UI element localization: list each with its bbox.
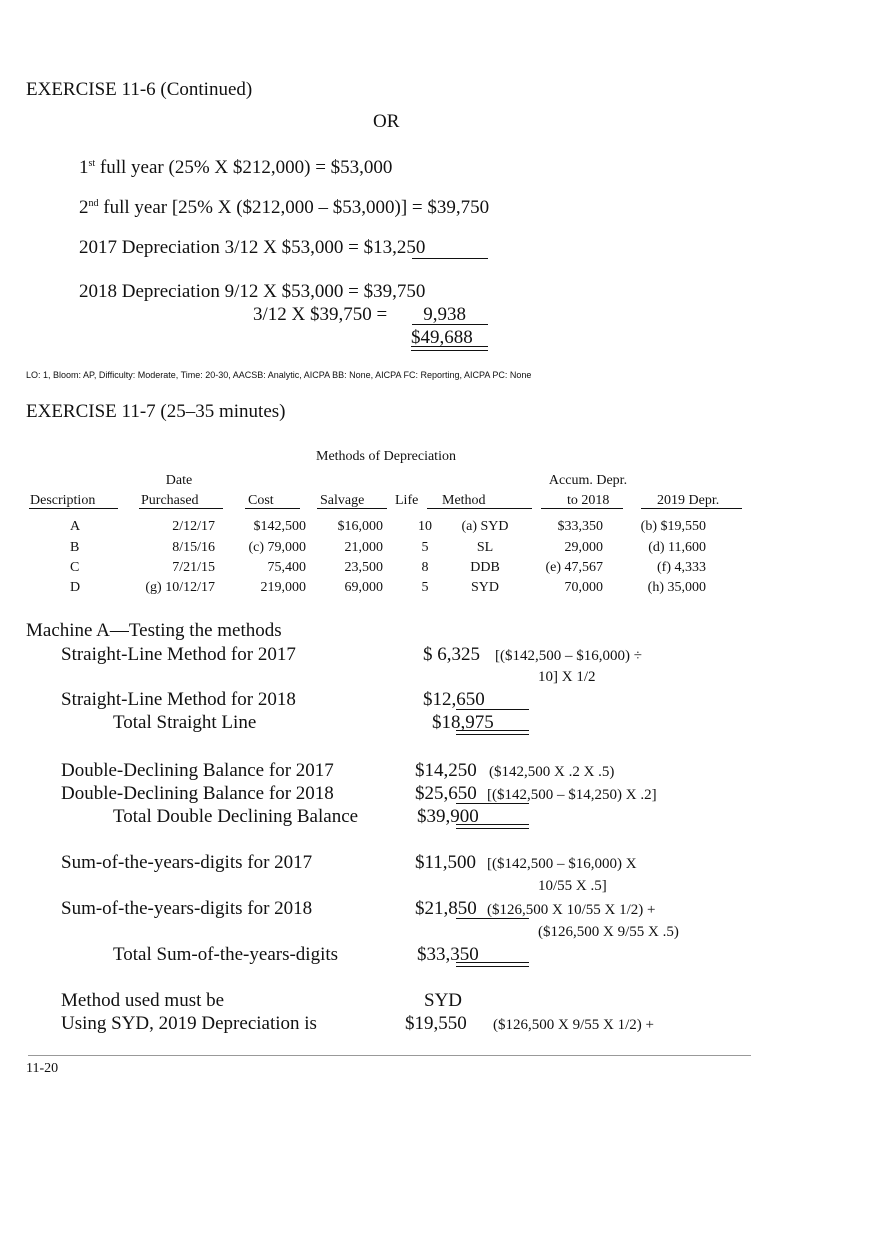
cell-2019-depr: (d) 11,600 [648,540,706,555]
header-purchased: Purchased [141,493,199,508]
cell-life: 10 [418,519,432,534]
underline [412,324,488,325]
cell-accum: 29,000 [564,540,603,555]
underline [412,258,488,259]
header-method: Method [442,493,486,508]
sl-2017-note-cont: 10] X 1/2 [538,669,596,685]
cell-method: SYD [470,580,499,595]
underline [245,508,300,509]
cell-accum: 70,000 [564,580,603,595]
cell-2019-depr: (b) $19,550 [640,519,706,534]
syd-2018-note-cont: ($126,500 X 9/55 X .5) [538,924,679,940]
cell-cost: (c) 79,000 [248,540,306,555]
ddb-2018-note: [($142,500 – $14,250) X .2] [487,787,657,803]
machine-a-heading: Machine A—Testing the methods [26,620,282,641]
header-accum: Accum. Depr. [548,473,628,488]
cell-salvage: 23,500 [344,560,383,575]
cell-life: 8 [421,560,429,575]
double-underline [456,962,529,967]
exercise-6-title: EXERCISE 11-6 (Continued) [26,79,253,100]
cell-date: 2/12/17 [172,519,215,534]
syd-2018-label: Sum-of-the-years-digits for 2018 [61,898,313,919]
underline [541,508,623,509]
header-cost: Cost [248,493,274,508]
double-underline [411,346,488,351]
underline [29,508,118,509]
underline [139,508,223,509]
cell-method: SL [476,540,494,555]
cell-method: (a) SYD [461,519,509,534]
cell-salvage: $16,000 [337,519,383,534]
cell-cost: 219,000 [260,580,306,595]
header-date: Date [165,473,193,488]
syd-total-label: Total Sum-of-the-years-digits [113,944,339,965]
page-number: 11-20 [26,1061,59,1076]
depreciation-2018-line: 2018 Depreciation 9/12 X $53,000 = $39,750 [79,281,426,302]
underline [456,709,529,710]
sl-2017-value: $ 6,325 [423,644,480,665]
learning-objective-tags: LO: 1, Bloom: AP, Difficulty: Moderate, Time: 20-30, AACSB: Analytic, AICPA BB: None, AICPA FC: Reporting, AICPA PC: None [26,370,532,380]
method-used-value: SYD [424,990,463,1011]
cell-description: D [70,580,81,595]
syd-total-value: $33,350 [417,944,479,965]
header-description: Description [30,493,96,508]
underline [427,508,532,509]
depreciation-2018-part-two-value: 9,938 [423,304,466,325]
header-salvage: Salvage [320,493,365,508]
syd-2017-label: Sum-of-the-years-digits for 2017 [61,852,313,873]
sl-2017-label: Straight-Line Method for 2017 [61,644,296,665]
underline [317,508,387,509]
syd-2017-note: [($142,500 – $16,000) X [487,856,637,872]
underline [641,508,742,509]
sl-total-value: $18,975 [432,712,494,733]
ddb-total-value: $39,900 [417,806,479,827]
ddb-2017-note: ($142,500 X .2 X .5) [489,764,615,780]
header-life: Life [395,493,419,508]
sl-total-label: Total Straight Line [113,712,257,733]
cell-description: C [70,560,80,575]
cell-cost: $142,500 [253,519,306,534]
cell-2019-depr: (f) 4,333 [657,560,706,575]
underline [456,918,529,919]
ddb-2017-value: $14,250 [415,760,477,781]
ddb-2017-label: Double-Declining Balance for 2017 [61,760,334,781]
double-underline [456,730,529,735]
cell-description: A [70,519,81,534]
syd-2017-value: $11,500 [415,852,477,873]
syd-2018-note: ($126,500 X 10/55 X 1/2) + [487,902,656,918]
cell-life: 5 [421,540,429,555]
using-syd-note: ($126,500 X 9/55 X 1/2) + [493,1017,654,1033]
depreciation-2018-part-two: 3/12 X $39,750 = [253,304,388,325]
or-label: OR [373,111,400,132]
cell-salvage: 69,000 [344,580,383,595]
sl-2017-note: [($142,500 – $16,000) ÷ [495,648,642,664]
header-accum-to: to 2018 [567,493,610,508]
cell-accum: $33,350 [557,519,603,534]
cell-life: 5 [421,580,429,595]
footer-divider [28,1055,751,1056]
cell-date: (g) 10/12/17 [145,580,215,595]
table-title: Methods of Depreciation [316,449,456,464]
cell-2019-depr: (h) 35,000 [647,580,706,595]
cell-salvage: 21,000 [344,540,383,555]
syd-2018-value: $21,850 [415,898,477,919]
ddb-total-label: Total Double Declining Balance [113,806,359,827]
header-2019-depr: 2019 Depr. [657,493,720,508]
first-full-year-line: 1st full year (25% X $212,000) = $53,000 [79,157,393,178]
exercise-7-title: EXERCISE 11-7 (25–35 minutes) [26,401,286,422]
sl-2018-label: Straight-Line Method for 2018 [61,689,296,710]
cell-cost: 75,400 [267,560,306,575]
depreciation-2017-line: 2017 Depreciation 3/12 X $53,000 = $13,250 [79,237,426,258]
double-underline [456,824,529,829]
cell-description: B [70,540,80,555]
depreciation-2018-total: $49,688 [411,327,473,348]
ddb-2018-value: $25,650 [415,783,477,804]
syd-2017-note-cont: 10/55 X .5] [538,878,607,894]
using-syd-value: $19,550 [405,1013,467,1034]
cell-date: 7/21/15 [172,560,215,575]
cell-method: DDB [470,560,500,575]
ddb-2018-label: Double-Declining Balance for 2018 [61,783,334,804]
sl-2018-value: $12,650 [423,689,485,710]
using-syd-label: Using SYD, 2019 Depreciation is [61,1013,317,1034]
underline [456,803,529,804]
second-full-year-line: 2nd full year [25% X ($212,000 – $53,000)] = $39,750 [79,197,490,218]
cell-accum: (e) 47,567 [545,560,603,575]
cell-date: 8/15/16 [172,540,215,555]
method-used-label: Method used must be [61,990,225,1011]
